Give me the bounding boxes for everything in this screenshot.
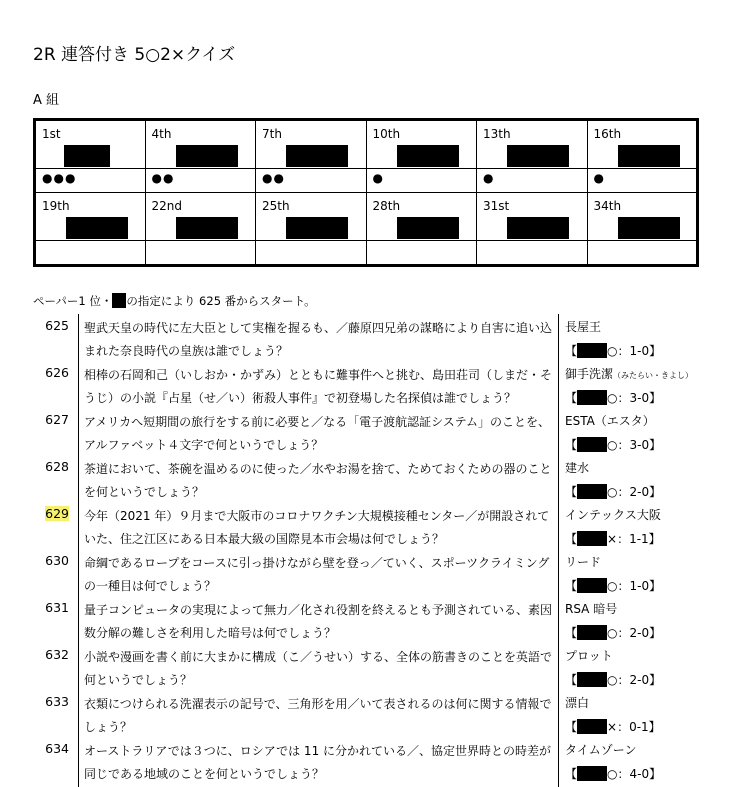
redacted-name — [618, 217, 680, 239]
result — [565, 483, 661, 500]
result-text: ×：0-1】 — [607, 720, 661, 734]
slot-label: 1st — [42, 127, 61, 141]
question-text: 相棒の石岡和己（いしおか・かずみ）とともに難事件へと挑む、島田荘司（しまだ・そうじ）の小説『占星（せ／い）術殺人事件』で初登場した名探偵は誰でしょう？ — [84, 368, 553, 405]
grid-cell — [35, 120, 146, 169]
redacted-name — [66, 217, 128, 239]
answer — [565, 694, 589, 711]
grid-cell — [587, 193, 698, 241]
question-row — [33, 643, 699, 690]
redacted-name — [577, 719, 607, 734]
result-prefix: 【 — [565, 391, 578, 405]
answer-text: 漂白 — [565, 696, 590, 710]
answer-note: （みたらい・きよし） — [613, 371, 694, 380]
score-dots: ●● — [262, 171, 285, 185]
redacted-name — [176, 145, 238, 167]
result — [565, 389, 661, 406]
answer-text: インテックス大阪 — [565, 508, 661, 522]
question-list — [33, 314, 699, 784]
answer-text: RSA 暗号 — [565, 602, 618, 616]
redacted-name — [286, 217, 348, 239]
answer-text: タイムゾーン — [565, 743, 637, 757]
question-text: アメリカへ短期間の旅行をする前に必要と／なる「電子渡航認証システム」のことを、アルファベット４文字で何というでしょう？ — [84, 415, 550, 452]
result — [565, 671, 661, 688]
grid-cell — [587, 120, 698, 169]
question-text: 小説や漫画を書く前に大まかに構成（こ／うせい）する、全体の筋書きのことを英語で何というでしょう？ — [84, 650, 553, 687]
question-number — [33, 318, 69, 333]
result-prefix: 【 — [565, 767, 578, 781]
result-text: ○：3-0】 — [607, 438, 662, 452]
question-text: 命綱であるロープをコースに引っ掛けながら壁を登っ／ていく、スポーツクライミングの一種目は何でしょう？ — [84, 556, 550, 593]
result — [565, 530, 661, 547]
group-label: A 組 — [33, 93, 60, 108]
question-row — [33, 549, 699, 596]
note-after: の指定により 625 番からスタート。 — [126, 294, 316, 308]
redacted-name — [64, 145, 110, 167]
question-number — [33, 365, 69, 380]
question-number — [33, 600, 69, 615]
question-text: 茶道において、茶碗を温めるのに使った／水やお湯を捨て、ためておくための器のことを何というでしょう？ — [84, 462, 552, 499]
question-row — [33, 502, 699, 549]
answer — [565, 318, 601, 335]
question-row — [33, 408, 699, 455]
answer-text: 御手洗潔 — [565, 367, 614, 381]
slot-label: 13th — [483, 127, 511, 141]
result — [565, 624, 661, 641]
score-dots: ● — [593, 171, 605, 185]
question-text: 今年（2021 年）９月まで大阪市のコロナワクチン大規模接種センター／が開設されていた、住之江区にある日本最大級の国際見本市会場は何でしょう？ — [84, 509, 550, 546]
question-number-text: 626 — [45, 365, 69, 380]
answer — [565, 600, 617, 617]
result — [565, 577, 661, 594]
redacted-name — [577, 531, 607, 546]
result-prefix: 【 — [565, 344, 578, 358]
grid-cell — [587, 169, 698, 193]
question-text: 聖武天皇の時代に左大臣として実権を握るも、／藤原四兄弟の謀略により自害に追い込まれた奈良時代の皇族は誰でしょう？ — [84, 321, 553, 358]
question-number — [33, 412, 69, 427]
grid-cell — [477, 241, 588, 266]
question-row — [33, 596, 699, 643]
result-text: ○：1-0】 — [607, 579, 662, 593]
result — [565, 718, 661, 735]
question-row — [33, 690, 699, 737]
answer — [565, 365, 693, 382]
page-title: 2R 連答付き 5○2×クイズ — [33, 45, 236, 65]
grid-cell — [256, 193, 367, 241]
question-row — [33, 737, 699, 784]
redacted-name — [577, 343, 607, 358]
redacted-name — [577, 484, 607, 499]
result — [565, 342, 661, 359]
start-note — [33, 293, 316, 309]
result-text: ×：1-1】 — [607, 532, 661, 546]
question-number-text: 629 — [45, 506, 69, 521]
redacted-name — [507, 217, 569, 239]
score-dots: ●● — [151, 171, 175, 185]
grid-cell — [35, 193, 146, 241]
question-number — [33, 459, 69, 474]
question-number-text: 632 — [45, 647, 69, 662]
redacted-name — [577, 766, 607, 781]
slot-label: 16th — [593, 127, 622, 141]
result-prefix: 【 — [565, 720, 578, 734]
result-text: ○：4-0】 — [607, 767, 662, 781]
result-prefix: 【 — [565, 626, 578, 640]
question-row — [33, 314, 699, 361]
grid-cell — [477, 120, 588, 169]
redacted-name — [507, 145, 569, 167]
slot-label: 19th — [42, 199, 70, 213]
result-text: ○：3-0】 — [607, 391, 662, 405]
grid-cell — [145, 169, 256, 193]
result-text: ○：2-0】 — [607, 485, 662, 499]
slot-label: 10th — [372, 127, 401, 141]
question-number-text: 628 — [45, 459, 69, 474]
grid-cell — [477, 169, 588, 193]
redacted-name — [397, 217, 459, 239]
redacted-name — [397, 145, 459, 167]
question-number — [33, 506, 69, 521]
answer — [565, 412, 655, 429]
slot-label: 28th — [372, 199, 401, 213]
redacted-name — [112, 293, 126, 308]
slot-label: 4th — [151, 127, 172, 141]
question-number-text: 633 — [45, 694, 69, 709]
grid-cell — [256, 241, 367, 266]
note-before: ペーパー1 位・ — [33, 294, 113, 308]
question-row — [33, 361, 699, 408]
grid-cell — [366, 169, 477, 193]
answer-text: 長屋王 — [565, 320, 602, 334]
answer — [565, 741, 637, 758]
question-number — [33, 694, 69, 709]
answer — [565, 553, 601, 570]
slot-label: 25th — [262, 199, 290, 213]
answer-text: ESTA（エスタ） — [565, 414, 655, 428]
slot-label: 34th — [593, 199, 622, 213]
redacted-name — [577, 578, 607, 593]
redacted-name — [577, 672, 607, 687]
grid-cell — [587, 241, 698, 266]
result — [565, 436, 661, 453]
question-text: 量子コンピュータの実現によって無力／化され役割を終えるとも予測されている、素因数分解の難しさを利用した暗号は何でしょう？ — [84, 603, 553, 640]
answer-text: リード — [565, 555, 602, 569]
question-number-text: 631 — [45, 600, 69, 615]
seed-grid — [33, 118, 699, 267]
grid-cell — [145, 120, 256, 169]
question-number-text: 625 — [45, 318, 69, 333]
slot-label: 31st — [483, 199, 510, 213]
question-text: 衣類につけられる洗濯表示の記号で、三角形を用／いて表されるのは何に関する情報でしょう？ — [84, 697, 552, 734]
grid-cell — [366, 193, 477, 241]
answer — [565, 459, 589, 476]
question-number-text: 627 — [45, 412, 69, 427]
result-text: ○：1-0】 — [607, 344, 662, 358]
result-text: ○：2-0】 — [607, 626, 662, 640]
slot-label: 22nd — [151, 199, 182, 213]
redacted-name — [577, 625, 607, 640]
grid-cell — [477, 193, 588, 241]
grid-cell — [366, 241, 477, 266]
answer-text: プロット — [565, 649, 613, 663]
grid-cell — [256, 120, 367, 169]
result-prefix: 【 — [565, 438, 578, 452]
answer — [565, 647, 613, 664]
grid-cell — [35, 169, 146, 193]
score-dots: ● — [483, 171, 495, 185]
question-number — [33, 741, 69, 756]
grid-cell — [145, 241, 256, 266]
result-prefix: 【 — [565, 532, 578, 546]
question-row — [33, 455, 699, 502]
result — [565, 765, 661, 782]
score-dots: ●●● — [42, 171, 77, 185]
grid-cell — [35, 241, 146, 266]
grid-cell — [256, 169, 367, 193]
answer-text: 建水 — [565, 461, 590, 475]
result-text: ○：2-0】 — [607, 673, 662, 687]
redacted-name — [577, 390, 607, 405]
redacted-name — [618, 145, 680, 167]
question-number — [33, 553, 69, 568]
redacted-name — [577, 437, 607, 452]
question-number — [33, 647, 69, 662]
score-dots: ● — [372, 171, 384, 185]
answer — [565, 506, 661, 523]
question-text: オーストラリアでは３つに、ロシアでは 11 に分かれている／、協定世界時との時差が同じである地域のことを何というでしょう？ — [84, 744, 552, 781]
grid-cell — [366, 120, 477, 169]
slot-label: 7th — [262, 127, 282, 141]
redacted-name — [176, 217, 238, 239]
redacted-name — [286, 145, 348, 167]
result-prefix: 【 — [565, 579, 578, 593]
question-number-text: 634 — [45, 741, 69, 756]
question-number-text: 630 — [45, 553, 69, 568]
grid-cell — [145, 193, 256, 241]
result-prefix: 【 — [565, 673, 578, 687]
result-prefix: 【 — [565, 485, 578, 499]
